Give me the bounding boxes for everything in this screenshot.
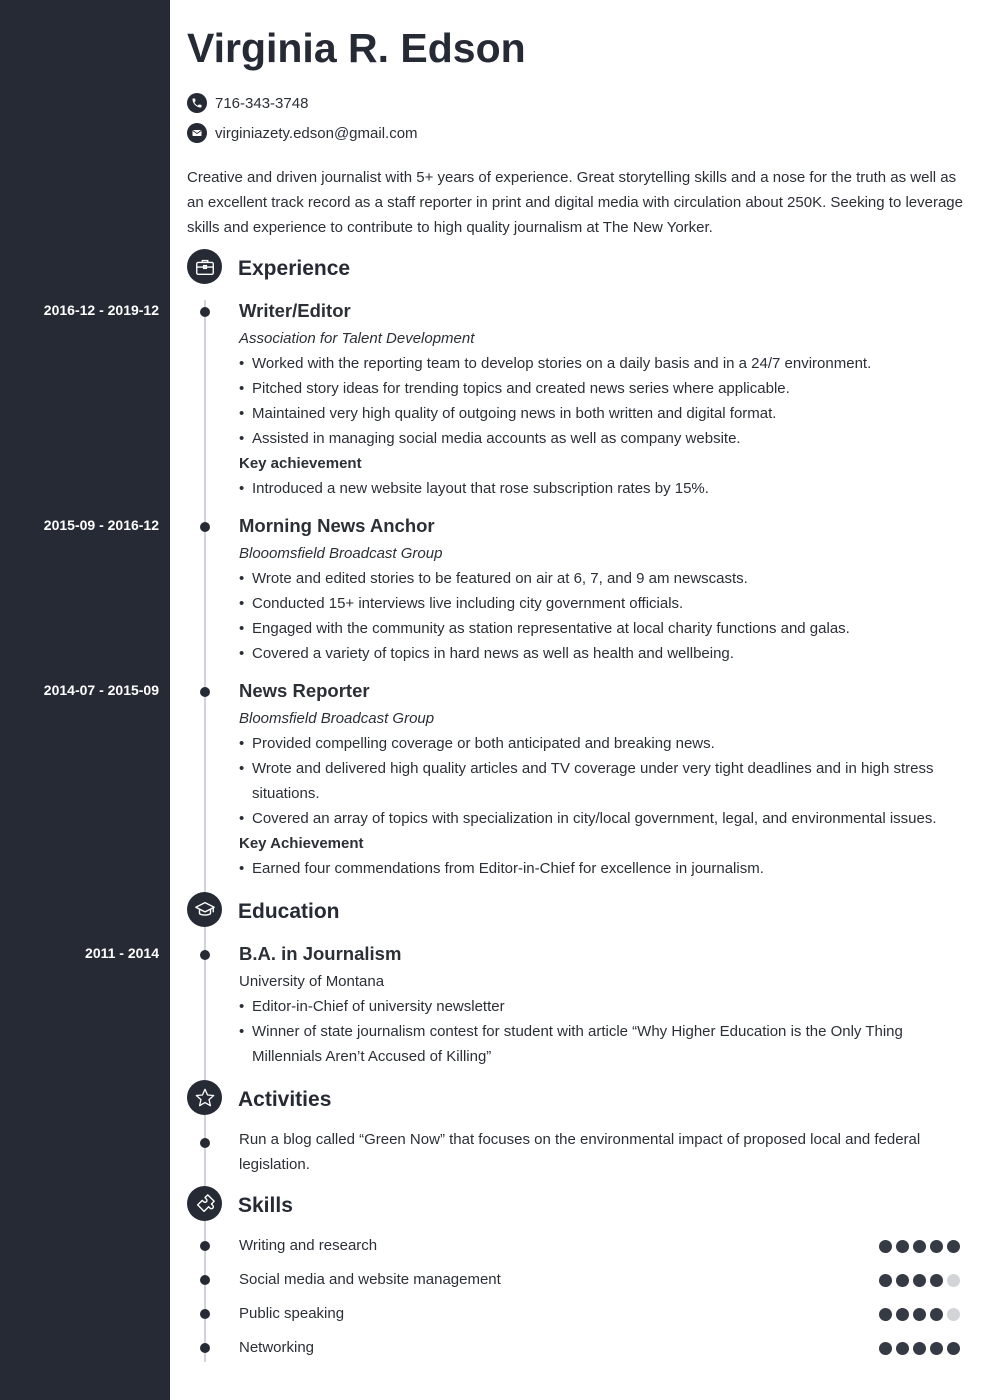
skill-rating <box>879 1274 960 1287</box>
timeline-dot <box>200 687 210 697</box>
job-duties <box>239 351 969 451</box>
rating-dot-empty <box>947 1274 960 1287</box>
achievements <box>239 476 969 501</box>
skill-name: Public speaking <box>239 1305 345 1322</box>
list-item: • Editor-in-Chief of university newsletter <box>239 994 969 1019</box>
activity-entry <box>239 1127 969 1177</box>
list-item: • Engaged with the community as station representative at local charity functions and galas. <box>239 616 969 641</box>
rating-dot-filled <box>896 1274 909 1287</box>
job-entry <box>239 677 969 881</box>
rating-dot-filled <box>947 1342 960 1355</box>
rating-dot-filled <box>896 1240 909 1253</box>
job-dates: 2015-09 - 2016-12 <box>43 517 159 533</box>
rating-dot-filled <box>896 1308 909 1321</box>
sidebar <box>0 0 170 1400</box>
rating-dot-filled <box>913 1274 926 1287</box>
timeline-dot <box>200 1275 210 1285</box>
job-dates: 2014-07 - 2015-09 <box>43 682 159 698</box>
employer: Blooomsfield Broadcast Group <box>239 545 443 562</box>
job-entry <box>239 512 969 666</box>
skill-name: Social media and website management <box>239 1271 501 1288</box>
candidate-name: Virginia R. Edson <box>187 25 526 71</box>
section-title-education: Education <box>238 900 340 923</box>
rating-dot-filled <box>930 1240 943 1253</box>
degree-title: B.A. in Journalism <box>239 943 402 964</box>
education-entry <box>239 940 969 1069</box>
skill-name: Writing and research <box>239 1237 378 1254</box>
job-title: News Reporter <box>239 680 370 701</box>
skill-rating <box>879 1308 960 1321</box>
timeline-dot <box>200 950 210 960</box>
job-entry <box>239 297 969 501</box>
rating-dot-filled <box>913 1308 926 1321</box>
rating-dot-filled <box>879 1240 892 1253</box>
contact-email <box>187 123 418 143</box>
activity-text: Run a blog called “Green Now” that focuses on the environmental impact of proposed local and federal legislation. <box>239 1131 921 1173</box>
list-item: • Worked with the reporting team to develop stories on a daily basis and in a 24/7 environment. <box>239 351 969 376</box>
job-dates: 2016-12 - 2019-12 <box>43 302 159 318</box>
rating-dot-empty <box>947 1308 960 1321</box>
rating-dot-filled <box>930 1342 943 1355</box>
list-item: • Covered a variety of topics in hard news as well as health and wellbeing. <box>239 641 969 666</box>
list-item: • Provided compelling coverage or both anticipated and breaking news. <box>239 731 969 756</box>
section-title-skills: Skills <box>238 1194 293 1217</box>
timeline-dot <box>200 1309 210 1319</box>
school-name: University of Montana <box>239 973 385 990</box>
contact-phone <box>187 93 308 113</box>
job-title: Writer/Editor <box>239 300 351 321</box>
timeline-dot <box>200 307 210 317</box>
puzzle-icon <box>187 1186 222 1221</box>
timeline-dot <box>200 1343 210 1353</box>
job-title: Morning News Anchor <box>239 515 435 536</box>
list-item: • Wrote and delivered high quality articles and TV coverage under very tight deadlines and in high stress situations. <box>239 756 969 806</box>
rating-dot-filled <box>930 1274 943 1287</box>
rating-dot-filled <box>879 1274 892 1287</box>
rating-dot-filled <box>879 1308 892 1321</box>
achievement-heading: Key achievement <box>239 455 362 472</box>
achievements <box>239 856 969 881</box>
skill-name: Networking <box>239 1339 315 1356</box>
rating-dot-filled <box>913 1342 926 1355</box>
job-duties <box>239 731 969 831</box>
education-details <box>239 994 969 1069</box>
achievement-heading: Key Achievement <box>239 835 364 852</box>
education-dates: 2011 - 2014 <box>85 945 159 961</box>
section-title-activities: Activities <box>238 1088 332 1111</box>
skill-rating <box>879 1240 960 1253</box>
rating-dot-filled <box>930 1308 943 1321</box>
briefcase-icon <box>187 249 222 284</box>
rating-dot-filled <box>913 1240 926 1253</box>
job-duties <box>239 566 969 666</box>
profile-summary: Creative and driven journalist with 5+ years of experience. Great storytelling skills and a nose for the truth as well as an excellent track record as a staff reporter in print and digital media with circulation about 250K. Seeking to leverage skills and experience to contribute to high quality journalism at The New Yorker. <box>187 169 963 236</box>
list-item: • Pitched story ideas for trending topics and created news series where applicable. <box>239 376 969 401</box>
employer: Association for Talent Development <box>239 330 475 347</box>
list-item: • Introduced a new website layout that rose subscription rates by 15%. <box>239 476 969 501</box>
list-item: • Maintained very high quality of outgoing news in both written and digital format. <box>239 401 969 426</box>
list-item: • Winner of state journalism contest for student with article “Why Higher Education is the Only Thing Millennials Aren’t Accused of Killing” <box>239 1019 969 1069</box>
phone-link[interactable]: 716-343-3748 <box>215 94 309 112</box>
phone-icon <box>187 93 207 113</box>
rating-dot-filled <box>947 1240 960 1253</box>
graduation-cap-icon <box>187 892 222 927</box>
rating-dot-filled <box>896 1342 909 1355</box>
rating-dot-filled <box>879 1342 892 1355</box>
timeline-dot <box>200 1138 210 1148</box>
list-item: • Earned four commendations from Editor-in-Chief for excellence in journalism. <box>239 856 969 881</box>
skill-rating <box>879 1342 960 1355</box>
list-item: • Wrote and edited stories to be featured on air at 6, 7, and 9 am newscasts. <box>239 566 969 591</box>
section-title-experience: Experience <box>238 257 351 280</box>
list-item: • Covered an array of topics with specialization in city/local government, legal, and environmental issues. <box>239 806 969 831</box>
list-item: • Assisted in managing social media accounts as well as company website. <box>239 426 969 451</box>
employer: Bloomsfield Broadcast Group <box>239 710 435 727</box>
timeline-dot <box>200 1241 210 1251</box>
timeline-dot <box>200 522 210 532</box>
email-link[interactable]: virginiazety.edson@gmail.com <box>215 124 418 142</box>
list-item: • Conducted 15+ interviews live including city government officials. <box>239 591 969 616</box>
envelope-icon <box>187 123 207 143</box>
star-icon <box>187 1080 222 1115</box>
